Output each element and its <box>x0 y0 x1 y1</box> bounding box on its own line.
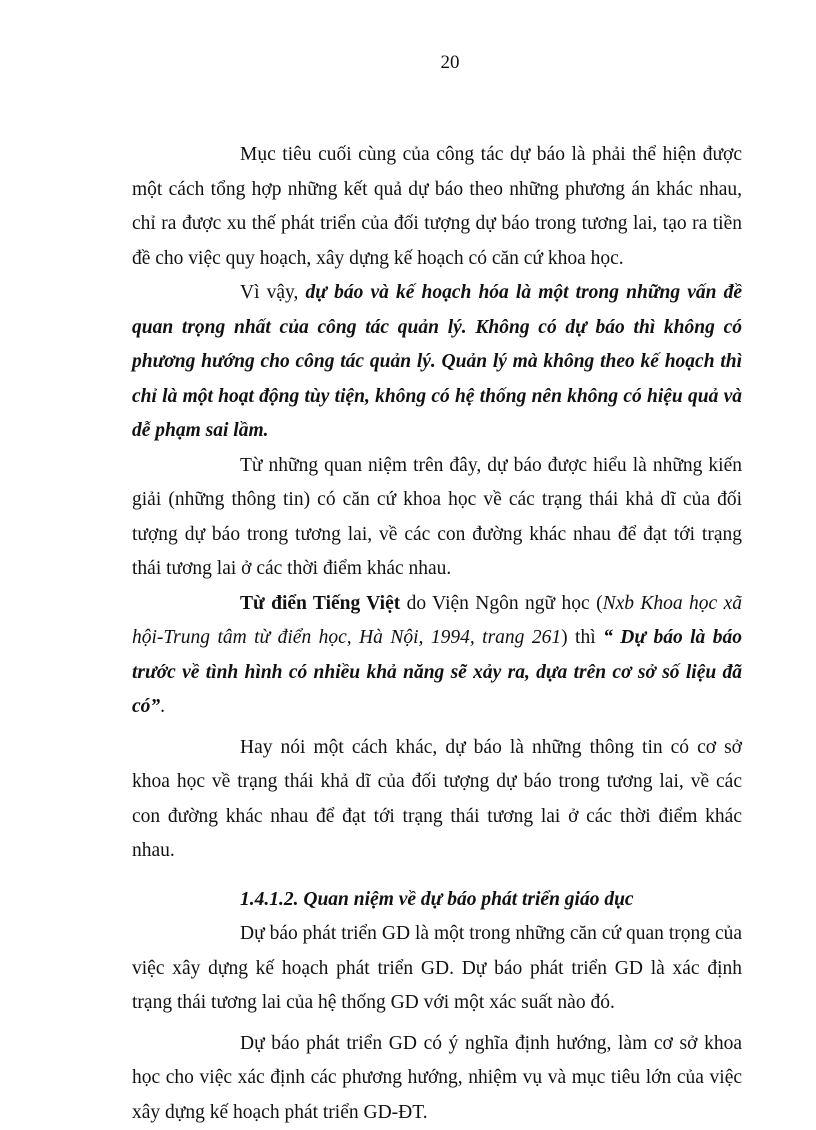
paragraph-1: Mục tiêu cuối cùng của công tác dự báo là phải thể hiện được một cách tổng hợp những kết quả dự báo theo những phương án khác nhau, chỉ ra được xu thế phát triển của đối tượng dự báo trong tương lai, tạo ra tiền đề cho việc quy hoạch, xây dựng kế hoạch có căn cứ khoa học. <box>132 138 742 276</box>
paragraph-4-mid1: do Viện Ngôn ngữ học ( <box>400 593 602 614</box>
dictionary-quote: “ Dự báo là báo trước về tình hình có nhiều khả năng sẽ xảy ra, dựa trên cơ sở số liệu đã có” <box>132 627 742 717</box>
paragraph-4-end: . <box>160 696 165 717</box>
paragraph-3: Từ những quan niệm trên đây, dự báo được hiểu là những kiến giải (những thông tin) có căn cứ khoa học về các trạng thái khả dĩ của đối tượng dự báo trong tương lai, về các con đường khác nhau để đạt tới trạng thái tương lai ở các thời điểm khác nhau. <box>132 449 742 587</box>
document-body <box>132 138 742 1130</box>
dictionary-title: Từ điển Tiếng Việt <box>240 593 400 614</box>
paragraph-4 <box>132 587 742 725</box>
paragraph-2 <box>132 276 742 449</box>
paragraph-2-lead: Vì vậy, <box>240 282 306 303</box>
paragraph-5: Hay nói một cách khác, dự báo là những thông tin có cơ sở khoa học về trạng thái khả dĩ của đối tượng dự báo trong tương lai, về các con đường khác nhau để đạt tới trạng thái tương lai ở các thời điểm khác nhau. <box>132 731 742 869</box>
paragraph-6: Dự báo phát triển GD là một trong những căn cứ quan trọng của việc xây dựng kế hoạch phát triển GD. Dự báo phát triển GD là xác định trạng thái tương lai của hệ thống GD với một xác suất nào đó. <box>132 917 742 1021</box>
dictionary-source: Nxb Khoa học xã hội-Trung tâm từ điển học, Hà Nội, 1994, trang 261 <box>132 593 742 649</box>
paragraph-4-mid2: ) thì <box>561 627 603 648</box>
paragraph-2-emphasis: dự báo và kế hoạch hóa là một trong những vấn đề quan trọng nhất của công tác quản lý. Không có dự báo thì không có phương hướng cho công tác quản lý. Quản lý mà không theo kế hoạch thì chỉ là một hoạt động tùy tiện, không có hệ thống nên không có hiệu quả và dễ phạm sai lầm. <box>132 282 742 441</box>
paragraph-7: Dự báo phát triển GD có ý nghĩa định hướng, làm cơ sở khoa học cho việc xác định các phương hướng, nhiệm vụ và mục tiêu lớn của việc xây dựng kế hoạch phát triển GD-ĐT. <box>132 1027 742 1130</box>
page-number: 20 <box>0 52 816 74</box>
section-heading: 1.4.1.2. Quan niệm về dự báo phát triển giáo dục <box>132 883 742 918</box>
